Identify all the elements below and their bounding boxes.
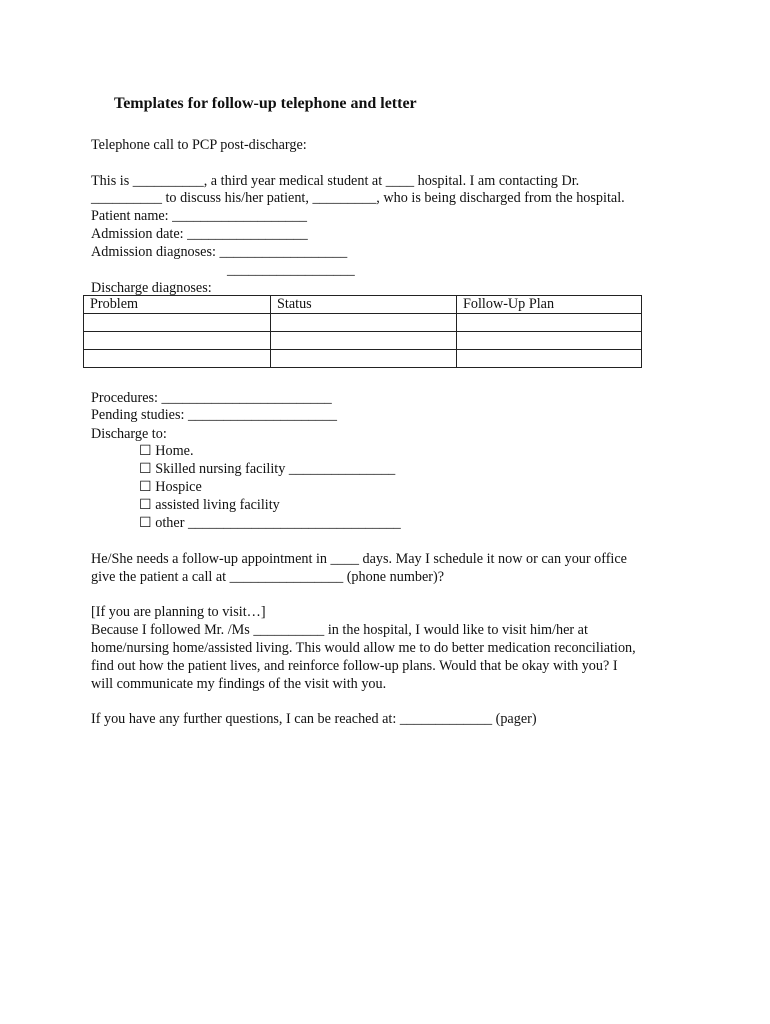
page-title: Templates for follow-up telephone and letter xyxy=(114,95,417,112)
visit-line-4: will communicate my findings of the visit with you. xyxy=(91,676,387,692)
intro-line-2: __________ to discuss his/her patient, _________, who is being discharged from the hospital. xyxy=(91,190,625,206)
table-cell[interactable] xyxy=(84,350,271,368)
procedures-field: Procedures: ________________________ xyxy=(91,390,332,406)
header-status: Status xyxy=(271,296,457,314)
followup-line-2: give the patient a call at ________________ (phone number)? xyxy=(91,569,445,585)
table-cell[interactable] xyxy=(271,332,457,350)
option-assisted-living[interactable]: ☐ assisted living facility xyxy=(139,497,280,513)
table-cell[interactable] xyxy=(84,314,271,332)
table-row xyxy=(84,314,642,332)
header-problem: Problem xyxy=(84,296,271,314)
visit-bracket-note: [If you are planning to visit…] xyxy=(91,604,266,620)
section-heading: Telephone call to PCP post-discharge: xyxy=(91,137,307,153)
pending-studies-field: Pending studies: _____________________ xyxy=(91,407,337,423)
option-hospice[interactable]: ☐ Hospice xyxy=(139,479,202,495)
table-cell[interactable] xyxy=(457,314,642,332)
table-row xyxy=(84,332,642,350)
followup-line-1: He/She needs a follow-up appointment in ____ days. May I schedule it now or can your office xyxy=(91,551,627,567)
patient-name-field: Patient name: ___________________ xyxy=(91,208,307,224)
option-home[interactable]: ☐ Home. xyxy=(139,443,194,459)
header-follow-up-plan: Follow-Up Plan xyxy=(457,296,642,314)
table-cell[interactable] xyxy=(457,332,642,350)
discharge-diagnoses-table xyxy=(83,295,642,368)
table-cell[interactable] xyxy=(271,350,457,368)
visit-line-3: find out how the patient lives, and reinforce follow-up plans. Would that be okay with you? I xyxy=(91,658,618,674)
admission-date-field: Admission date: _________________ xyxy=(91,226,308,242)
option-skilled-nursing[interactable]: ☐ Skilled nursing facility _______________ xyxy=(139,461,396,477)
contact-line: If you have any further questions, I can be reached at: _____________ (pager) xyxy=(91,711,537,727)
visit-line-1: Because I followed Mr. /Ms __________ in the hospital, I would like to visit him/her at xyxy=(91,622,588,638)
admission-diagnoses-field: Admission diagnoses: __________________ xyxy=(91,244,348,260)
option-other[interactable]: ☐ other ______________________________ xyxy=(139,515,401,531)
table-cell[interactable] xyxy=(84,332,271,350)
table-cell[interactable] xyxy=(271,314,457,332)
table-row xyxy=(84,350,642,368)
intro-line-1: This is __________, a third year medical student at ____ hospital. I am contacting Dr. xyxy=(91,173,580,189)
table-cell[interactable] xyxy=(457,350,642,368)
visit-line-2: home/nursing home/assisted living. This would allow me to do better medication reconciliation, xyxy=(91,640,636,656)
discharge-to-label: Discharge to: xyxy=(91,426,167,442)
table-header-row xyxy=(84,296,642,314)
discharge-diagnoses-label: Discharge diagnoses: xyxy=(91,280,212,296)
admission-diagnoses-continuation: __________________ xyxy=(227,262,355,278)
